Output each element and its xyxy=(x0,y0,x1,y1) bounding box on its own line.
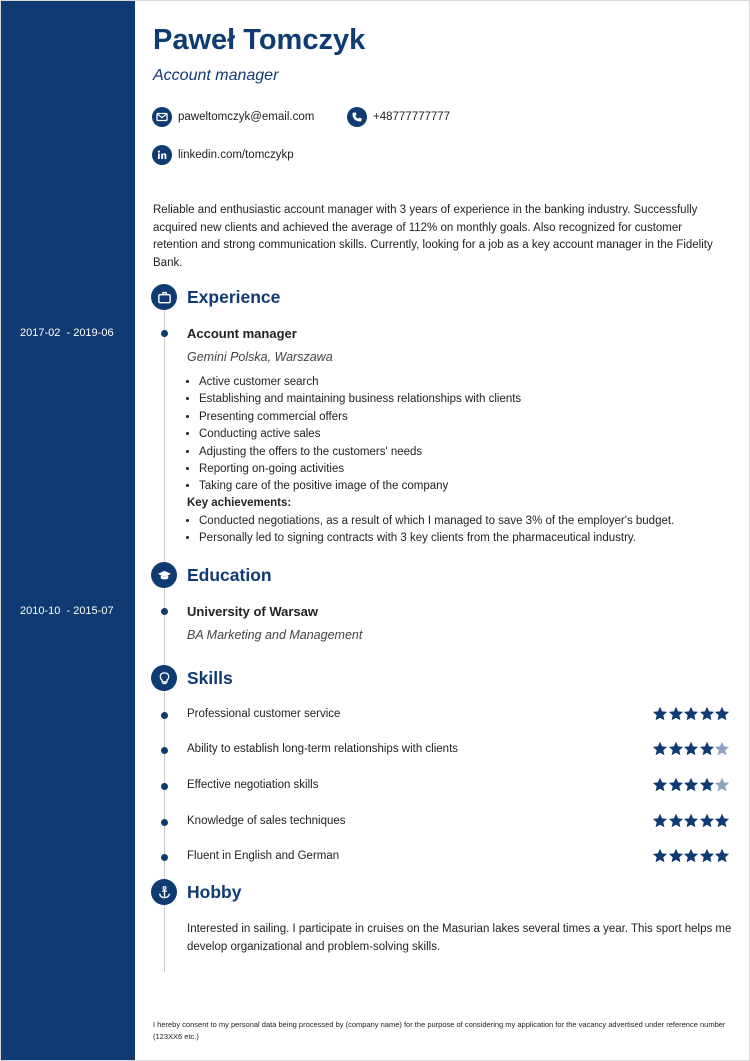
list-item: • Taking care of the positive image of the company xyxy=(199,478,521,495)
star-filled-icon xyxy=(652,813,668,829)
skill-dot xyxy=(161,819,168,826)
skill-label: Ability to establish long-term relationships with clients xyxy=(187,743,459,755)
star-filled-icon xyxy=(699,706,715,722)
hobby-text: Interested in sailing. I participate in cruises on the Masurian lakes several times a year. This sport helps me develop organizational and problem-solving skills. xyxy=(187,923,732,953)
star-filled-icon xyxy=(683,848,699,864)
candidate-role: Account manager xyxy=(153,67,279,84)
lightbulb-icon xyxy=(151,665,177,691)
skill-rating xyxy=(652,848,730,864)
achievements-label: Key achievements: xyxy=(187,497,292,509)
anchor-icon xyxy=(151,879,177,905)
skill-dot xyxy=(161,747,168,754)
consent-clause: I hereby consent to my personal data being processed by (company name) for the purpose of considering my application for the vacancy advertised under reference number (123XX6 etc.) xyxy=(153,1020,726,1041)
star-filled-icon xyxy=(652,848,668,864)
star-empty-icon xyxy=(714,777,730,793)
skill-rating xyxy=(652,741,730,757)
list-item: • Personally led to signing contracts with 3 key clients from the pharmaceutical industry. xyxy=(199,530,674,547)
list-item: • Adjusting the offers to the customers' needs xyxy=(199,444,521,461)
sidebar xyxy=(0,0,135,1061)
contact-linkedin[interactable] xyxy=(152,145,294,165)
candidate-name: Paweł Tomczyk xyxy=(153,24,366,56)
star-filled-icon xyxy=(668,848,684,864)
linkedin-text[interactable]: linkedin.com/tomczykp xyxy=(178,149,294,161)
star-filled-icon xyxy=(699,777,715,793)
hobby-title: Hobby xyxy=(187,881,242,902)
education-dot xyxy=(161,608,168,615)
skill-rating xyxy=(652,813,730,829)
email-text[interactable]: paweltomczyk@email.com xyxy=(178,111,315,123)
star-filled-icon xyxy=(699,813,715,829)
skill-label: Effective negotiation skills xyxy=(187,779,319,791)
experience-title: Experience xyxy=(187,286,281,307)
skill-label: Knowledge of sales techniques xyxy=(187,815,346,827)
star-filled-icon xyxy=(714,706,730,722)
star-filled-icon xyxy=(683,706,699,722)
profile-summary: Reliable and enthusiastic account manager with 3 years of experience in the banking industry. Successfully acquired new clients and achieved the average of 112% on monthly goals. Also recognized for customer retention and strong communication skills. Currently, looking for a job as a key account manager in the Fidelity Bank. xyxy=(153,204,713,269)
star-filled-icon xyxy=(652,706,668,722)
star-filled-icon xyxy=(668,706,684,722)
star-filled-icon xyxy=(668,777,684,793)
hobby-header xyxy=(151,879,241,905)
list-item: • Reporting on-going activities xyxy=(199,461,521,478)
star-filled-icon xyxy=(699,741,715,757)
phone-icon xyxy=(347,107,367,127)
skill-label: Fluent in English and German xyxy=(187,850,340,862)
skills-header xyxy=(151,665,233,691)
contact-email[interactable] xyxy=(152,107,314,127)
education-date: 2010-10 - 2015-07 xyxy=(20,605,114,617)
timeline-line xyxy=(164,300,165,972)
skill-dot xyxy=(161,712,168,719)
degree-name: BA Marketing and Management xyxy=(187,628,363,642)
star-filled-icon xyxy=(652,741,668,757)
envelope-icon xyxy=(152,107,172,127)
list-item: • Conducted negotiations, as a result of which I managed to save 3% of the employer's budget. xyxy=(199,513,674,530)
skill-dot xyxy=(161,783,168,790)
skill-label: Professional customer service xyxy=(187,708,341,720)
company-name: Gemini Polska, Warszawa xyxy=(187,350,333,364)
duties-list xyxy=(187,374,521,496)
list-item: • Conducting active sales xyxy=(199,426,521,443)
star-filled-icon xyxy=(714,848,730,864)
star-filled-icon xyxy=(668,741,684,757)
contact-phone[interactable] xyxy=(347,107,450,127)
star-filled-icon xyxy=(683,741,699,757)
star-filled-icon xyxy=(652,777,668,793)
skills-title: Skills xyxy=(187,667,233,688)
experience-dot xyxy=(161,330,168,337)
skill-rating xyxy=(652,777,730,793)
list-item: • Establishing and maintaining business relationships with clients xyxy=(199,391,521,408)
skill-dot xyxy=(161,854,168,861)
experience-header xyxy=(151,284,280,310)
graduation-cap-icon xyxy=(151,562,177,588)
briefcase-icon xyxy=(151,284,177,310)
skill-rating xyxy=(652,706,730,722)
experience-date: 2017-02 - 2019-06 xyxy=(20,327,114,339)
list-item: • Active customer search xyxy=(199,374,521,391)
phone-text[interactable]: +48777777777 xyxy=(373,111,451,123)
star-filled-icon xyxy=(714,813,730,829)
achievements-list xyxy=(187,513,674,548)
star-filled-icon xyxy=(683,777,699,793)
school-name: University of Warsaw xyxy=(187,604,319,619)
star-filled-icon xyxy=(683,813,699,829)
star-empty-icon xyxy=(714,741,730,757)
star-filled-icon xyxy=(699,848,715,864)
education-title: Education xyxy=(187,564,272,585)
list-item: • Presenting commercial offers xyxy=(199,409,521,426)
education-header xyxy=(151,562,272,588)
star-filled-icon xyxy=(668,813,684,829)
job-title: Account manager xyxy=(187,326,297,341)
linkedin-icon xyxy=(152,145,172,165)
